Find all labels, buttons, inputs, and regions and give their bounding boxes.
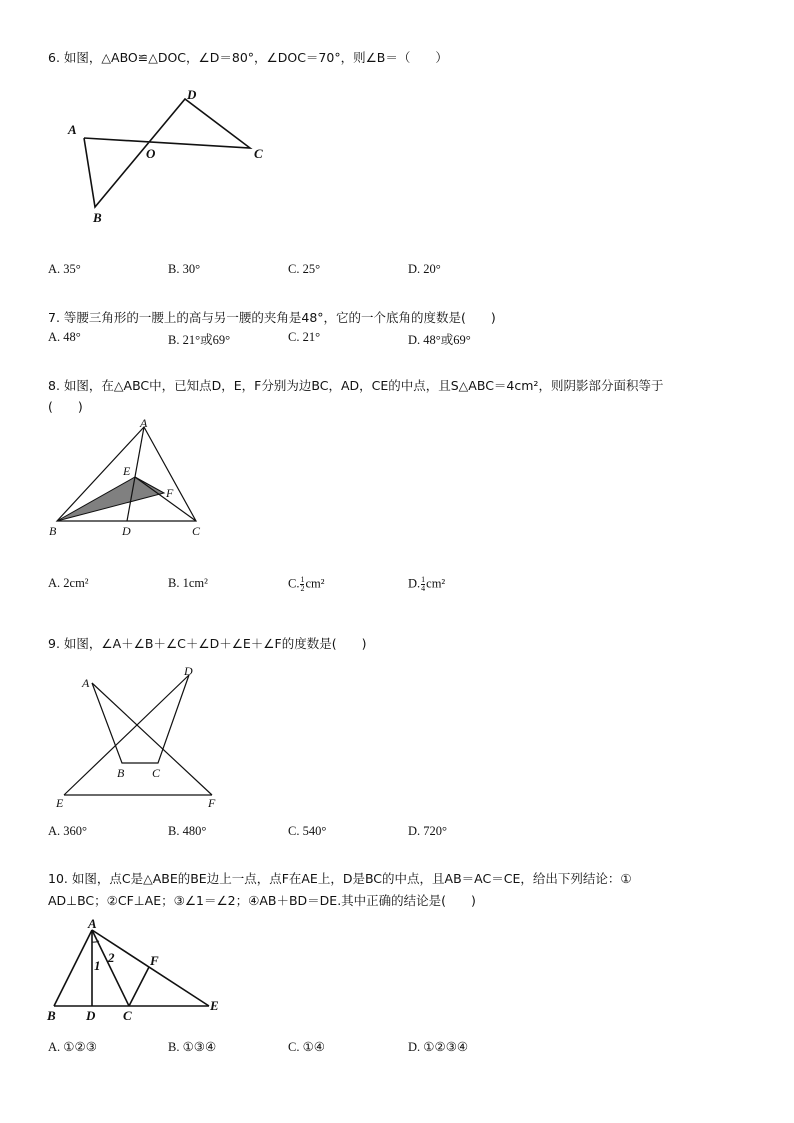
q8-label-a: A [140,416,148,430]
q6-label-o: O [146,146,156,161]
q10-label-a: A [88,916,97,931]
q8-label-d: D [122,524,131,538]
q8-label-f: F [166,486,174,500]
option-b[interactable]: B. 30° [168,262,201,276]
question-9-figure [50,663,225,813]
question-10-stem-line2: AD⊥BC；②CF⊥AE；③∠1＝∠2；④AB＋BD＝DE.其中正确的结论是( ) [48,893,476,908]
q9-label-c: C [152,766,161,780]
q9-label-b: B [117,766,125,780]
question-8-stem-line1: 8. 如图，在△ABC中，已知点D，E，F分别为边BC，AD，CE的中点，且S△ABC＝4cm²，则阴影部分面积等于 [48,378,664,393]
question-10-stem-line1: 10. 如图，点C是△ABE的BE边上一点，点F在AE上，D是BC的中点，且AB＝AC＝CE，给出下列结论：① [48,871,632,886]
option-b[interactable]: B. ①③④ [168,1040,217,1054]
q10-label-e: E [210,998,219,1013]
q6-label-a: A [68,122,77,137]
q8-label-b: B [49,524,57,538]
question-6-stem: 6. 如图，△ABO≌△DOC，∠D＝80°，∠DOC＝70°，则∠B＝（ ） [48,50,448,65]
q10-label-c: C [123,1008,132,1023]
q10-label-f: F [150,953,159,968]
q10-label-angle1: 1 [94,958,101,973]
option-a[interactable]: A. 360° [48,824,88,838]
question-8-stem-line2: ( ) [48,399,83,414]
question-10-options [48,1039,768,1059]
option-c[interactable]: C. ①④ [288,1040,325,1054]
q9-label-a: A [82,676,90,690]
option-c[interactable] [288,576,325,593]
fraction-one-half: $\frac{1}{2}$ [300,575,305,593]
option-c[interactable]: C. 540° [288,824,327,838]
question-9-options [48,824,768,844]
option-a[interactable]: A. 48° [48,330,81,344]
q9-label-e: E [56,796,64,810]
q10-label-b: B [47,1008,56,1023]
option-d[interactable]: D. 48°或69° [408,333,471,347]
option-d[interactable]: D. 720° [408,824,448,838]
question-10-figure [44,912,234,1032]
question-9-stem: 9. 如图，∠A＋∠B＋∠C＋∠D＋∠E＋∠F的度数是( ) [48,636,367,651]
option-a[interactable]: A. 35° [48,262,81,276]
question-7-stem: 7. 等腰三角形的一腰上的高与另一腰的夹角是48°，它的一个底角的度数是( ) [48,310,496,325]
option-a[interactable]: A. ①②③ [48,1040,97,1054]
q6-label-c: C [254,146,263,161]
option-b[interactable]: B. 1cm² [168,576,208,590]
q10-label-angle2: 2 [108,950,115,965]
option-d[interactable]: D. ①②③④ [408,1040,469,1054]
fraction-one-quarter: $\frac{1}{4}$ [421,575,426,593]
q8-label-e: E [123,464,131,478]
question-7-options [48,330,768,350]
option-c[interactable]: C. 21° [288,330,321,344]
option-c[interactable]: C. 25° [288,262,321,276]
q10-label-d: D [86,1008,96,1023]
question-8-figure [45,415,220,545]
option-d[interactable]: D. 20° [408,262,441,276]
option-d-unit: cm² [426,576,446,591]
question-8-options [48,576,768,596]
q6-label-d: D [187,87,197,102]
q9-label-d: D [184,664,193,678]
option-c-unit: cm² [305,576,325,591]
option-d-prefix: D. [408,576,421,591]
q9-label-f: F [208,796,216,810]
option-d[interactable] [408,576,445,593]
q6-label-b: B [93,210,102,225]
option-c-prefix: C. [288,576,300,591]
option-b[interactable]: B. 21°或69° [168,333,231,347]
q8-label-c: C [192,524,201,538]
option-b[interactable]: B. 480° [168,824,207,838]
option-a[interactable]: A. 2cm² [48,576,89,590]
question-6-options [48,262,768,282]
question-6-figure [60,85,280,230]
